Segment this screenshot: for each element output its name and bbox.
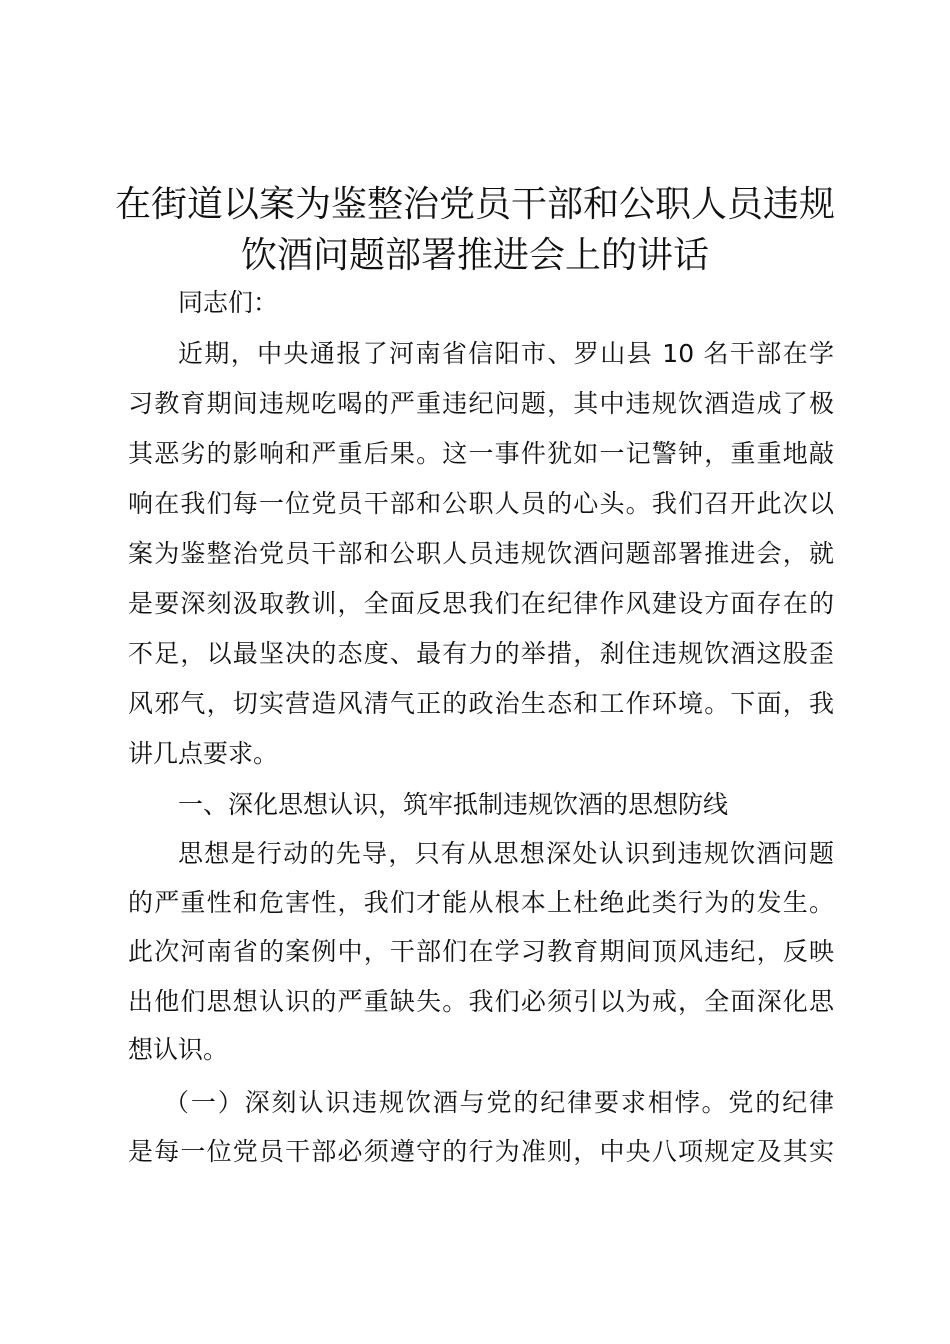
paragraph-1-line: 讲几点要求。 bbox=[128, 739, 279, 768]
document-title-line-2: 饮酒问题部署推进会上的讲话 bbox=[240, 235, 709, 276]
paragraph-2-line: 的严重性和危害性，我们才能从根本上杜绝此类行为的发生。 bbox=[128, 888, 834, 917]
paragraph-1-line: 风邪气，切实营造风清气正的政治生态和工作环境。下面，我 bbox=[128, 689, 834, 718]
paragraph-1-line: 近期，中央通报了河南省信阳市、罗山县 10 名干部在学 bbox=[178, 339, 834, 368]
paragraph-2-line: 此次河南省的案例中，干部们在学习教育期间顶风违纪，反映 bbox=[128, 937, 834, 966]
paragraph-1-line: 案为鉴整治党员干部和公职人员违规饮酒问题部署推进会，就 bbox=[128, 539, 834, 568]
paragraph-3-line: 是每一位党员干部必须遵守的行为准则，中央八项规定及其实 bbox=[128, 1137, 834, 1166]
paragraph-2-line: 想认识。 bbox=[128, 1035, 229, 1064]
section-heading-1: 一、深化思想认识，筑牢抵制违规饮酒的思想防线 bbox=[178, 790, 729, 819]
document-title-line-1: 在街道以案为鉴整治党员干部和公职人员违规 bbox=[114, 184, 835, 225]
paragraph-1-line: 响在我们每一位党员干部和公职人员的心头。我们召开此次以 bbox=[128, 489, 834, 518]
paragraph-3-line: （一）深刻认识违规饮酒与党的纪律要求相悖。党的纪律 bbox=[164, 1088, 834, 1117]
paragraph-1-line: 其恶劣的影响和严重后果。这一事件犹如一记警钟，重重地敲 bbox=[128, 439, 834, 468]
salutation: 同志们： bbox=[178, 288, 279, 317]
paragraph-2-line: 思想是行动的先导，只有从思想深处认识到违规饮酒问题 bbox=[178, 839, 834, 868]
paragraph-2-line: 出他们思想认识的严重缺失。我们必须引以为戒，全面深化思 bbox=[128, 987, 834, 1016]
paragraph-1-line: 习教育期间违规吃喝的严重违纪问题，其中违规饮酒造成了极 bbox=[128, 389, 834, 418]
paragraph-1-line: 是要深刻汲取教训，全面反思我们在纪律作风建设方面存在的 bbox=[128, 589, 834, 618]
paragraph-1-line: 不足，以最坚决的态度、最有力的举措，刹住违规饮酒这股歪 bbox=[128, 639, 834, 668]
